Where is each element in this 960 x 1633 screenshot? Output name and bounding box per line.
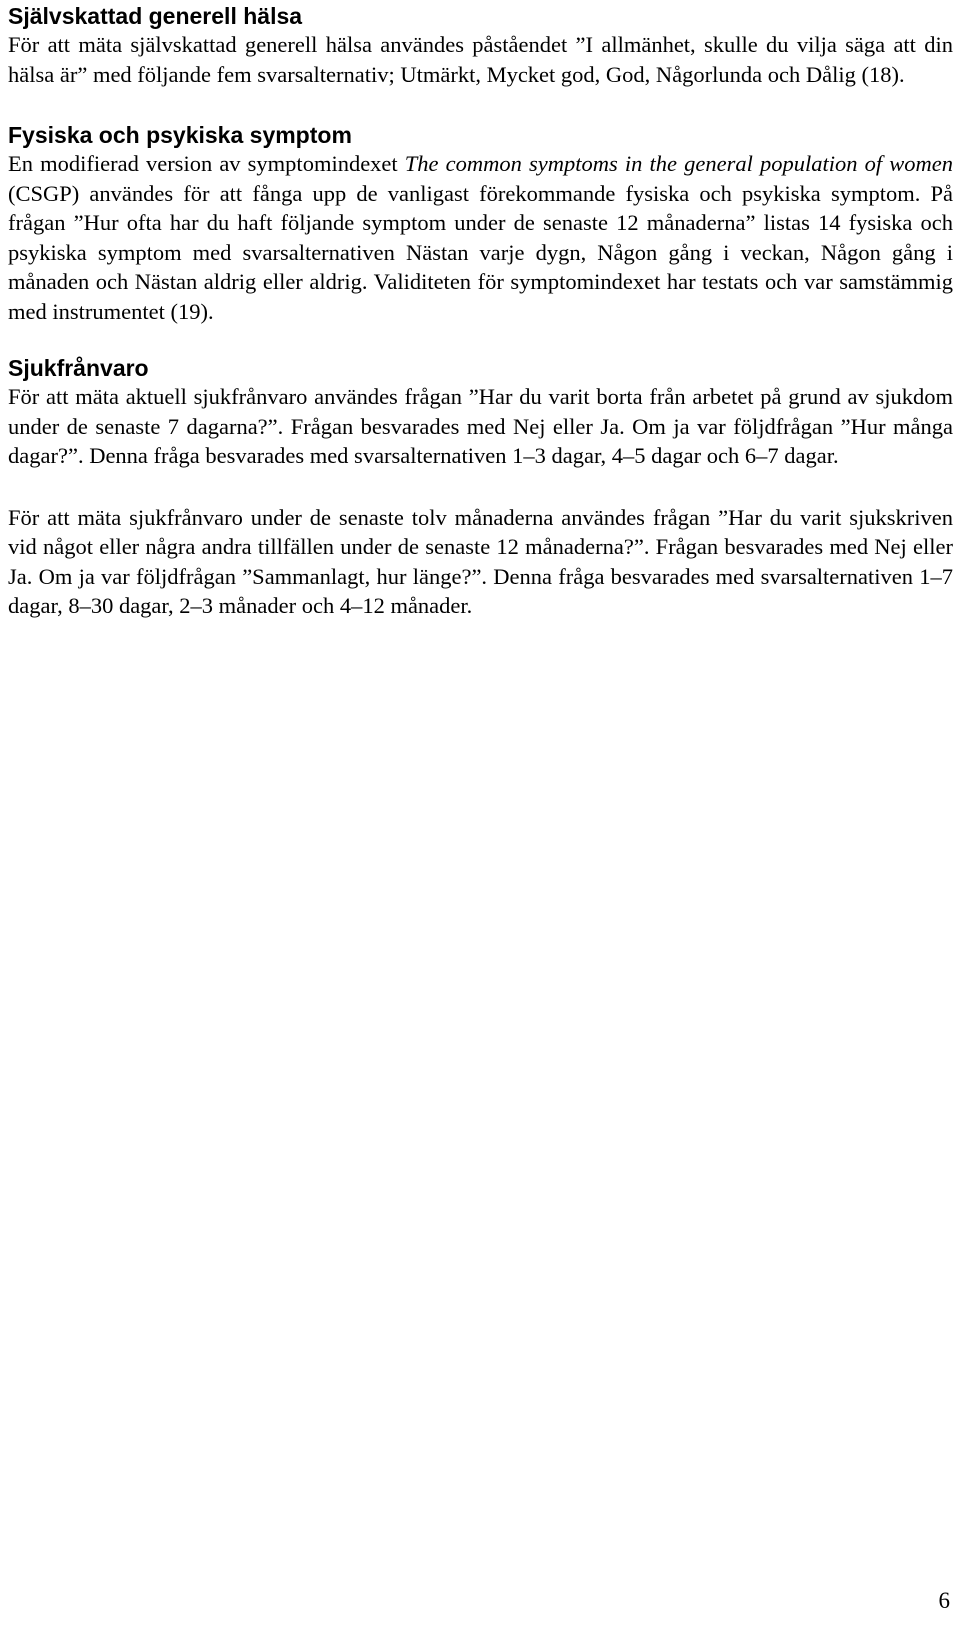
paragraph-sick-leave-twelve-months: För att mäta sjukfrånvaro under de senaste tolv månaderna användes frågan ”Har du varit sjukskriven vid något eller några andra tillfällen under de senaste 12 månaderna?”. Frågan besvarades med Nej eller Ja. Om ja var följdfrågan ”Sammanlagt, hur länge?”. Denna fråga besvarades med svarsalternativen 1–7 dagar, 8–30 dagar, 2–3 månader och 4–12 månader.: [8, 504, 953, 618]
section-heading-general-health: Självskattad generell hälsa: [8, 3, 303, 29]
paragraph-symptoms-index-title: The common symptoms in the general population of women: [404, 151, 953, 176]
paragraph-symptoms: [8, 149, 953, 326]
section-heading-symptoms: Fysiska och psykiska symptom: [8, 122, 352, 148]
page-number: 6: [938, 1588, 950, 1613]
paragraph-symptoms-body: (CSGP) användes för att fånga upp de vanligast förekommande fysiska och psykiska symptom. På frågan ”Hur ofta har du haft följande symptom under de senaste 12 månaderna” listas 14 fysiska och psykiska symptom med svarsalternativen Nästan varje dygn, Någon gång i veckan, Någon gång i månaden och Nästan aldrig eller aldrig. Validiteten för symptomindexet har testats och var samstämmig med instrumentet (19).: [8, 180, 953, 324]
section-heading-sick-leave: Sjukfrånvaro: [8, 355, 149, 381]
paragraph-symptoms-intro: En modifierad version av symptomindexet: [8, 151, 405, 176]
paragraph-general-health: För att mäta självskattad generell hälsa användes påståendet ”I allmänhet, skulle du vilja säga att din hälsa är” med följande fem svarsalternativ; Utmärkt, Mycket god, God, Någorlunda och Dålig (18).: [8, 32, 953, 87]
paragraph-sick-leave-current: För att mäta aktuell sjukfrånvaro användes frågan ”Har du varit borta från arbetet på grund av sjukdom under de senaste 7 dagarna?”. Frågan besvarades med Nej eller Ja. Om ja var följdfrågan ”Hur många dagar?”. Denna fråga besvarades med svarsalternativen 1–3 dagar, 4–5 dagar och 6–7 dagar.: [8, 384, 953, 468]
document-page: [8, 0, 953, 621]
